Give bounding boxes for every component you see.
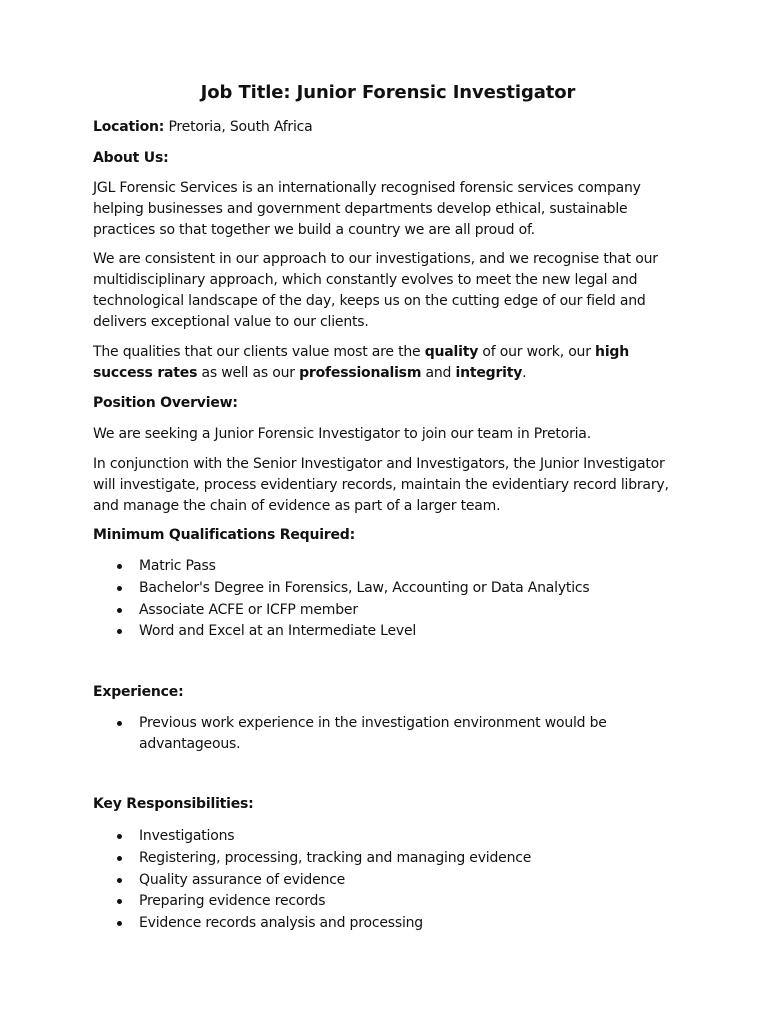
responsibilities-heading: Key Responsibilities: — [93, 796, 254, 812]
qualities-text-1: The qualities that our clients value most are the — [93, 344, 425, 360]
qualifications-list — [93, 556, 683, 643]
list-item: Registering, processing, tracking and managing evidence — [93, 848, 683, 870]
position-paragraph-1: We are seeking a Junior Forensic Investigator to join our team in Pretoria. — [93, 426, 591, 442]
location-label: Location: — [93, 119, 165, 135]
list-item: Word and Excel at an Intermediate Level — [93, 621, 683, 643]
experience-heading: Experience: — [93, 684, 184, 700]
qualities-bold-quality: quality — [424, 344, 479, 360]
list-item: Quality assurance of evidence — [93, 870, 683, 892]
list-item: Investigations — [93, 826, 683, 848]
experience-list — [93, 713, 683, 755]
list-item: Bachelor's Degree in Forensics, Law, Accounting or Data Analytics — [93, 578, 683, 600]
qualifications-heading: Minimum Qualifications Required: — [93, 527, 356, 543]
list-item: Evidence records analysis and processing — [93, 913, 683, 935]
qualities-bold-success: high success rates — [93, 344, 630, 381]
responsibilities-list — [93, 826, 683, 935]
qualities-text-5: . — [522, 365, 527, 381]
about-paragraph-2: We are consistent in our approach to our investigations, and we recognise that our multidisciplinary approach, which constantly evolves to meet the new legal and technological landscape of the day, keeps us on the cutting edge of our field and delivers exceptional value to our clients. — [93, 251, 658, 330]
location-value: Pretoria, South Africa — [168, 119, 313, 135]
about-paragraph-1: JGL Forensic Services is an internationally recognised forensic services company helping businesses and government departments develop ethical, sustainable practices so that together we build a country we are all proud of. — [93, 180, 641, 238]
about-paragraph-3 — [93, 342, 683, 384]
qualities-text-4: and — [421, 365, 456, 381]
qualities-text-2: of our work, our — [478, 344, 596, 360]
qualities-bold-integrity: integrity — [455, 365, 523, 381]
page-title: Job Title: Junior Forensic Investigator — [200, 82, 576, 103]
about-heading: About Us: — [93, 150, 169, 166]
location-line — [93, 117, 313, 138]
qualities-bold-professionalism: professionalism — [299, 365, 422, 381]
qualities-text-3: as well as our — [197, 365, 300, 381]
position-heading: Position Overview: — [93, 395, 238, 411]
position-paragraph-2: In conjunction with the Senior Investigator and Investigators, the Junior Investigator will investigate, process evidentiary records, maintain the evidentiary record library, and manage the chain of evidence as part of a larger team. — [93, 456, 669, 514]
list-item: Previous work experience in the investigation environment would be advantageous. — [93, 713, 609, 755]
list-item: Preparing evidence records — [93, 891, 683, 913]
list-item: Matric Pass — [93, 556, 683, 578]
list-item: Associate ACFE or ICFP member — [93, 600, 683, 622]
